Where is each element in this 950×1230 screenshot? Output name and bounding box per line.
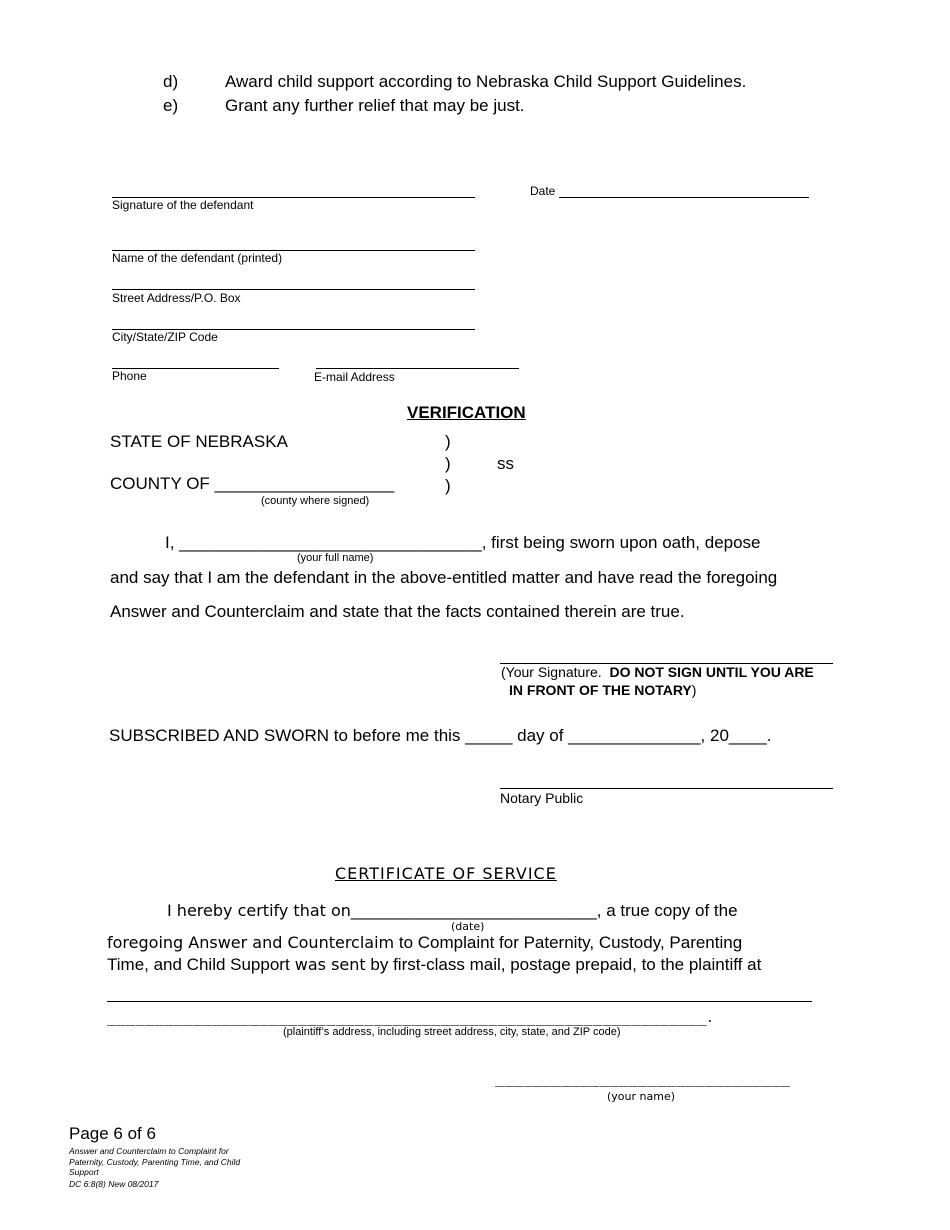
certificate-date-blank[interactable]: __________________________ (350, 901, 597, 920)
date-label: Date (530, 184, 556, 198)
signature-label: Signature of the defendant (112, 198, 254, 212)
relief-item-d-marker: d) (163, 72, 179, 91)
plaintiff-address-line-1[interactable] (107, 1001, 812, 1002)
relief-item-e-marker: e) (163, 96, 179, 115)
email-line[interactable] (316, 368, 519, 369)
your-name-hint: (your name) (607, 1090, 676, 1103)
email-label: E-mail Address (314, 370, 395, 384)
notary-label: Notary Public (500, 790, 584, 806)
date-line[interactable] (559, 197, 809, 198)
street-label: Street Address/P.O. Box (112, 291, 241, 305)
oath-line-1: I, ________________________________, first being sworn upon oath, depose (165, 533, 761, 552)
certificate-line-3-c: by first-class mail, postage prepaid, to the plaintiff at (365, 955, 762, 974)
relief-item-d-text: Award child support according to Nebraska Child Support Guidelines. (225, 72, 747, 91)
plaintiff-address-period: . (707, 1007, 713, 1026)
city-label: City/State/ZIP Code (112, 330, 218, 344)
notary-line[interactable] (500, 788, 833, 789)
certificate-line-2-b: to Complaint for Paternity, Custody, Parenting (394, 933, 743, 952)
certificate-line-2-a: foregoing Answer and Counterclaim (107, 933, 395, 952)
signature-note-suffix: ) (691, 682, 697, 698)
paren-1: ) (445, 432, 451, 451)
certificate-line-3 (107, 955, 761, 975)
certificate-line-2 (107, 933, 742, 953)
ss-label: ss (497, 454, 514, 473)
plaintiff-address-hint: (plaintiff’s address, including street address, city, state, and ZIP code) (283, 1026, 621, 1038)
certificate-line-1 (167, 901, 738, 921)
county-line[interactable]: COUNTY OF ___________________ (110, 474, 395, 493)
verification-title: VERIFICATION (407, 403, 526, 422)
name-label: Name of the defendant (printed) (112, 251, 283, 265)
paren-3: ) (445, 476, 451, 495)
plaintiff-address-line-2[interactable] (107, 1007, 712, 1027)
certificate-line-3-a: Time, and Child Support (107, 955, 290, 974)
relief-item-e-text: Grant any further relief that may be just. (225, 96, 525, 115)
full-name-hint: (your full name) (297, 552, 374, 564)
phone-label: Phone (112, 369, 147, 383)
certificate-date-hint: (date) (451, 920, 485, 933)
oath-line-2: and say that I am the defendant in the above-entitled matter and have read the foregoing (110, 568, 778, 587)
certificate-line-1-suffix: , a true copy of the (596, 901, 738, 920)
certificate-line-1-prefix: I hereby certify that on (167, 901, 351, 920)
certificate-title: CERTIFICATE OF SERVICE (335, 864, 557, 883)
paren-2: ) (445, 454, 451, 473)
certificate-line-3-b: was sent (289, 955, 366, 974)
subscribed-line: SUBSCRIBED AND SWORN to before me this _____ day of ______________, 20____. (109, 726, 772, 745)
signature-note-line-2 (509, 682, 696, 698)
street-line[interactable] (112, 289, 475, 290)
signature-note-bold-2: IN FRONT OF THE NOTARY (509, 682, 692, 698)
form-title: Answer and Counterclaim to Complaint for Paternity, Custody, Parenting Time, and Child Support (69, 1146, 241, 1177)
county-hint: (county where signed) (261, 495, 370, 507)
signature-note-prefix: (Your Signature. (501, 664, 602, 680)
signature-note-line-1 (501, 664, 814, 680)
state-line: STATE OF NEBRASKA (110, 432, 288, 451)
signature-note-bold-1: DO NOT SIGN UNTIL YOU ARE (609, 664, 814, 680)
plaintiff-address-dashes: _______________________________________________________________ (107, 1008, 708, 1026)
oath-line-3: Answer and Counterclaim and state that the facts contained therein are true. (110, 602, 685, 621)
page-number: Page 6 of 6 (69, 1124, 156, 1143)
form-code: DC 6:8(8) New 08/2017 (69, 1179, 159, 1189)
your-name-line[interactable]: _______________________________ (495, 1069, 791, 1087)
